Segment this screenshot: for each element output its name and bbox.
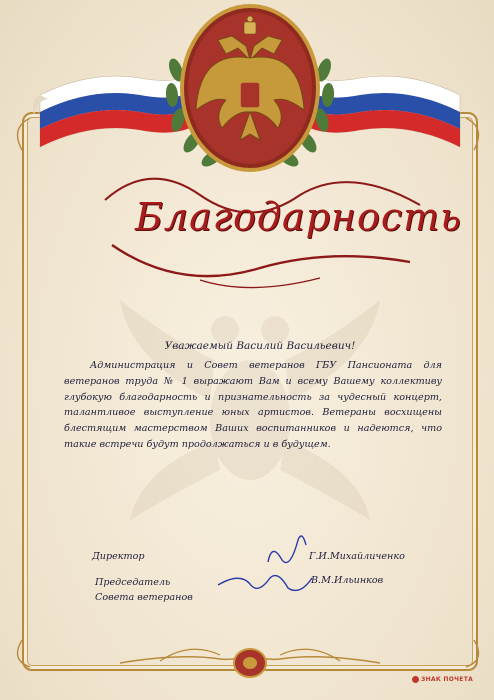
signature-name-director: Г.И.Михайличенко: [309, 551, 405, 562]
signature-role-chairman: [95, 575, 215, 605]
certificate-title: Благодарность: [135, 195, 462, 239]
signature-marks: [218, 536, 312, 590]
signature-name-chairman: В.М.Ильинков: [311, 575, 384, 586]
certificate-body: Администрация и Совет ветеранов ГБУ Пансионата для ветеранов труда № 1 выражают Вам и всему Вашему коллективу глубокую благодарность и признательность за чудесный концерт, талантливое выступление юных артистов. Ветераны восхищены блестящим мастерством Ваших воспитанников и надеются, что такие встречи будут продолжаться и в будущем.: [64, 360, 442, 450]
signature-role-director: Директор: [92, 551, 145, 562]
publisher-logo-text: ЗНАК ПОЧЕТА: [421, 676, 474, 683]
publisher-logo: [412, 676, 473, 683]
russian-flag-left-icon: [33, 76, 190, 147]
signature-role-chairman-line1: Председатель: [95, 577, 171, 588]
greeting: Уважаемый Василий Васильевич!: [164, 340, 356, 352]
bottom-ornament: [120, 649, 380, 677]
signature-role-chairman-line2: Совета ветеранов: [95, 592, 193, 603]
coat-of-arms-emblem: [182, 6, 318, 170]
publisher-logo-icon: [412, 676, 419, 683]
